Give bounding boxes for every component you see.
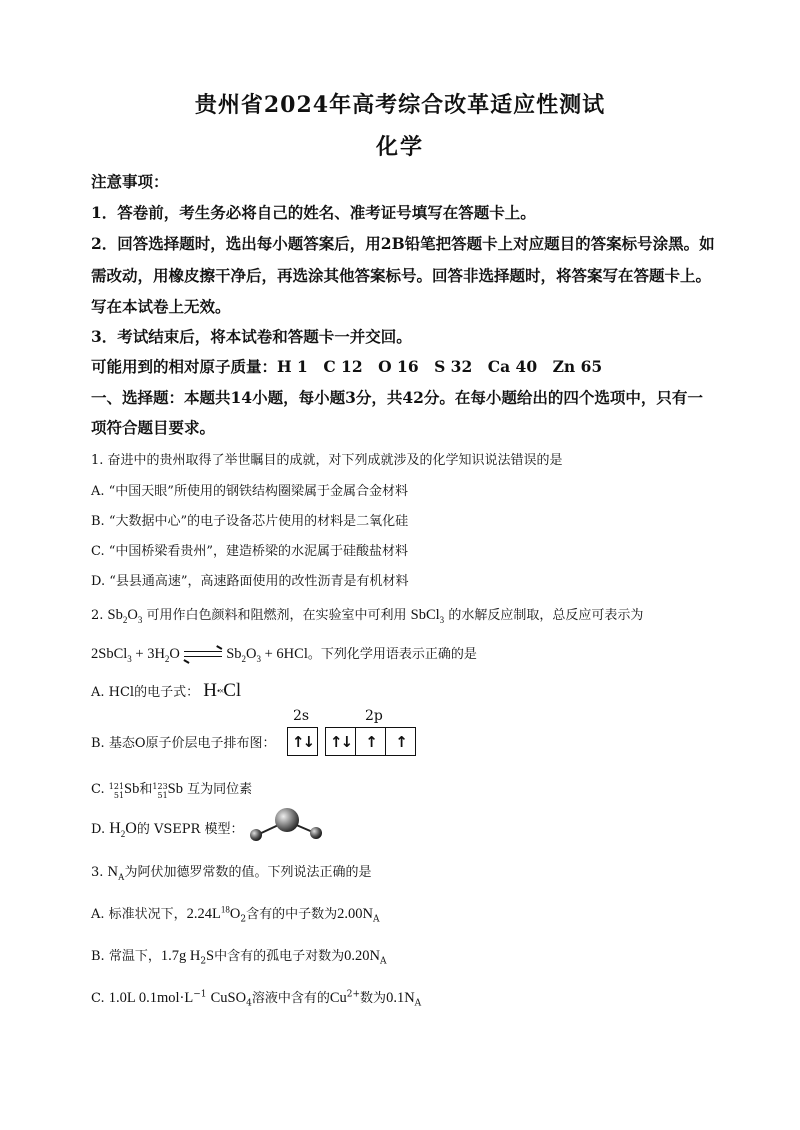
q2-option-c: C. 121 51Sb和123 51Sb 互为同位素 <box>91 781 253 800</box>
q2-stem-mid: 可用作白色颜料和阻燃剂，在实验室中可利用 <box>146 608 407 623</box>
q1-option-b: B. “大数据中心”的电子设备芯片使用的材料是二氧化硅 <box>91 514 409 529</box>
notice-item-1: 1．答卷前，考生务必将自己的姓名、准考证号填写在答题卡上。 <box>91 203 536 222</box>
q3-option-a: A. 标准状况下，$2.24L^{18}O_2$含有的中子数为$2.00N_A$ <box>91 904 380 925</box>
q2-b-label: B. 基态O原子价层电子排布图： <box>91 736 276 751</box>
q2-eq-right: $Sb_2O_3 + 6HCl$ <box>226 646 308 664</box>
q1-option-d: D. “县县通高速”，高速路面使用的改性沥青是有机材料 <box>91 574 409 589</box>
q2-option-a <box>91 680 241 702</box>
isotope-121-indices: 121 51 <box>108 782 125 800</box>
orbital-2p-cell-3: ↑ <box>395 732 406 751</box>
water-vsepr-model-icon <box>245 806 327 842</box>
q3-stem: 3. $N_A$为阿伏加德罗常数的值。下列说法正确的是 <box>91 864 372 882</box>
q2-stem-end: 的水解反应制取，总反应可表示为 <box>448 608 644 623</box>
q1-stem: 1. 奋进中的贵州取得了举世瞩目的成就，对下列成就涉及的化学知识说法错误的是 <box>91 453 563 468</box>
q2-number: 2. <box>91 608 104 623</box>
exam-title: 贵州省2024年高考综合改革适应性测试 <box>194 92 606 118</box>
hcl-electron-formula: H•×Cl <box>203 680 242 701</box>
q2-sbcl3: SbCl$_3$ <box>410 607 445 625</box>
orbital-2s-label: 2s <box>293 708 310 724</box>
q1-option-c: C. “中国桥梁看贵州”，建造桥梁的水泥属于硅酸盐材料 <box>91 544 409 559</box>
notice-item-2a: 2．回答选择题时，选出每小题答案后，用2B铅笔把答题卡上对应题目的答案标号涂黑。如 <box>91 234 715 253</box>
q2-a-label: A. HCl的电子式： <box>91 685 200 700</box>
q1-option-a: A. “中国天眼”所使用的钢铁结构圈梁属于金属合金材料 <box>91 484 408 499</box>
section-line-1: 一、选择题：本题共14小题，每小题3分，共42分。在每小题给出的四个选项中，只有一 <box>91 388 703 407</box>
q2-option-d: D. $H_2O$的 VSEPR 模型： <box>91 820 244 840</box>
q2-eq-after: 。下列化学用语表示正确的是 <box>307 647 477 662</box>
reversible-arrow-icon <box>184 649 222 661</box>
q2-stem <box>91 604 643 624</box>
notice-item-3: 3．考试结束后，将本试卷和答题卡一并交回。 <box>91 327 412 346</box>
atomic-masses: 可能用到的相对原子质量：H 1 C 12 O 16 S 32 Ca 40 Zn 65 <box>91 357 603 376</box>
orbital-2p-label: 2p <box>365 708 383 724</box>
notice-heading: 注意事项： <box>91 172 169 191</box>
notice-item-2b: 需改动，用橡皮擦干净后，再选涂其他答案标号。回答非选择题时，将答案写在答题卡上。 <box>91 266 712 285</box>
q3-option-b: B. 常温下，1.7g $H_2S$中含有的孤电子对数为$0.20N_A$ <box>91 948 387 967</box>
q2-sb2o3: $Sb_2O_3$ <box>107 607 143 625</box>
q2-equation <box>91 643 477 663</box>
orbital-2s-box <box>287 727 318 756</box>
orbital-2p-cell-1: ↑↓ <box>326 728 356 755</box>
orbital-2s-cell: ↑↓ <box>291 732 314 751</box>
exam-subject: 化学 <box>375 134 424 160</box>
notice-item-2c: 写在本试卷上无效。 <box>91 297 231 316</box>
isotope-123-indices: 123 51 <box>152 782 168 800</box>
section-line-2: 项符合题目要求。 <box>91 418 216 437</box>
orbital-2p-cell-2: ↑ <box>356 728 386 755</box>
orbital-2p-box <box>325 727 416 756</box>
q2-eq-left: 2SbCl$_3$ + $3H_2O$ <box>91 646 180 664</box>
q3-option-c: C. 1.0L $0.1mol\cdot L^{-1}$ CuSO$_4$溶液中含有的$Cu^{2+}$数为$0.1N_A$ <box>91 989 422 1009</box>
